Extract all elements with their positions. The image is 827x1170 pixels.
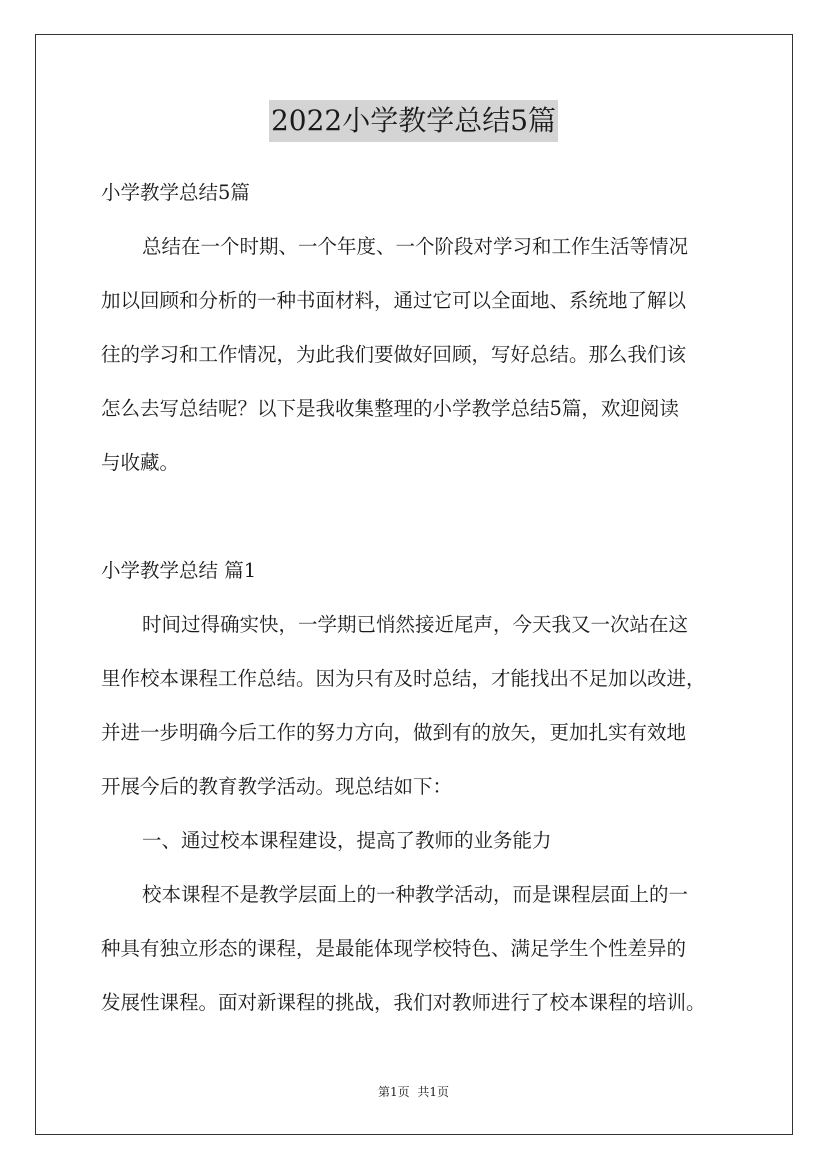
intro-line-2: 加以回顾和分析的一种书面材料，通过它可以全面地、系统地了解以	[101, 289, 687, 312]
paragraph-line-3: 并进一步明确今后工作的努力方向，做到有的放矢，更加扎实有效地	[101, 721, 687, 744]
intro-line-1: 总结在一个时期、一个年度、一个阶段对学习和工作生活等情况	[142, 235, 689, 258]
paragraph2-line-2: 种具有独立形态的课程，是最能体现学校特色、满足学生个性差异的	[101, 937, 687, 960]
document-title: 2022小学教学总结5篇	[269, 100, 558, 142]
paragraph2-line-3: 发展性课程。面对新课程的挑战，我们对教师进行了校本课程的培训。	[101, 991, 706, 1014]
section-heading: 小学教学总结 篇1	[101, 559, 257, 582]
page-footer	[0, 1084, 827, 1100]
intro-line-4: 怎么去写总结呢？以下是我收集整理的小学教学总结5篇，欢迎阅读	[101, 397, 679, 420]
subheading: 一、通过校本课程建设，提高了教师的业务能力	[142, 829, 552, 852]
paragraph-line-4: 开展今后的教育教学活动。现总结如下：	[101, 775, 453, 798]
page-total: 共1页	[417, 1085, 449, 1099]
paragraph-line-2: 里作校本课程工作总结。因为只有及时总结，才能找出不足加以改进，	[101, 667, 706, 690]
intro-line-5: 与收藏。	[101, 451, 180, 474]
intro-line-3: 往的学习和工作情况，为此我们要做好回顾，写好总结。那么我们该	[101, 343, 687, 366]
paragraph-line-1: 时间过得确实快，一学期已悄然接近尾声，今天我又一次站在这	[142, 613, 689, 636]
paragraph2-line-1: 校本课程不是教学层面上的一种教学活动，而是课程层面上的一	[142, 883, 689, 906]
title-container	[0, 100, 827, 142]
document-subtitle: 小学教学总结5篇	[101, 181, 250, 204]
page-number: 第1页	[378, 1085, 410, 1099]
